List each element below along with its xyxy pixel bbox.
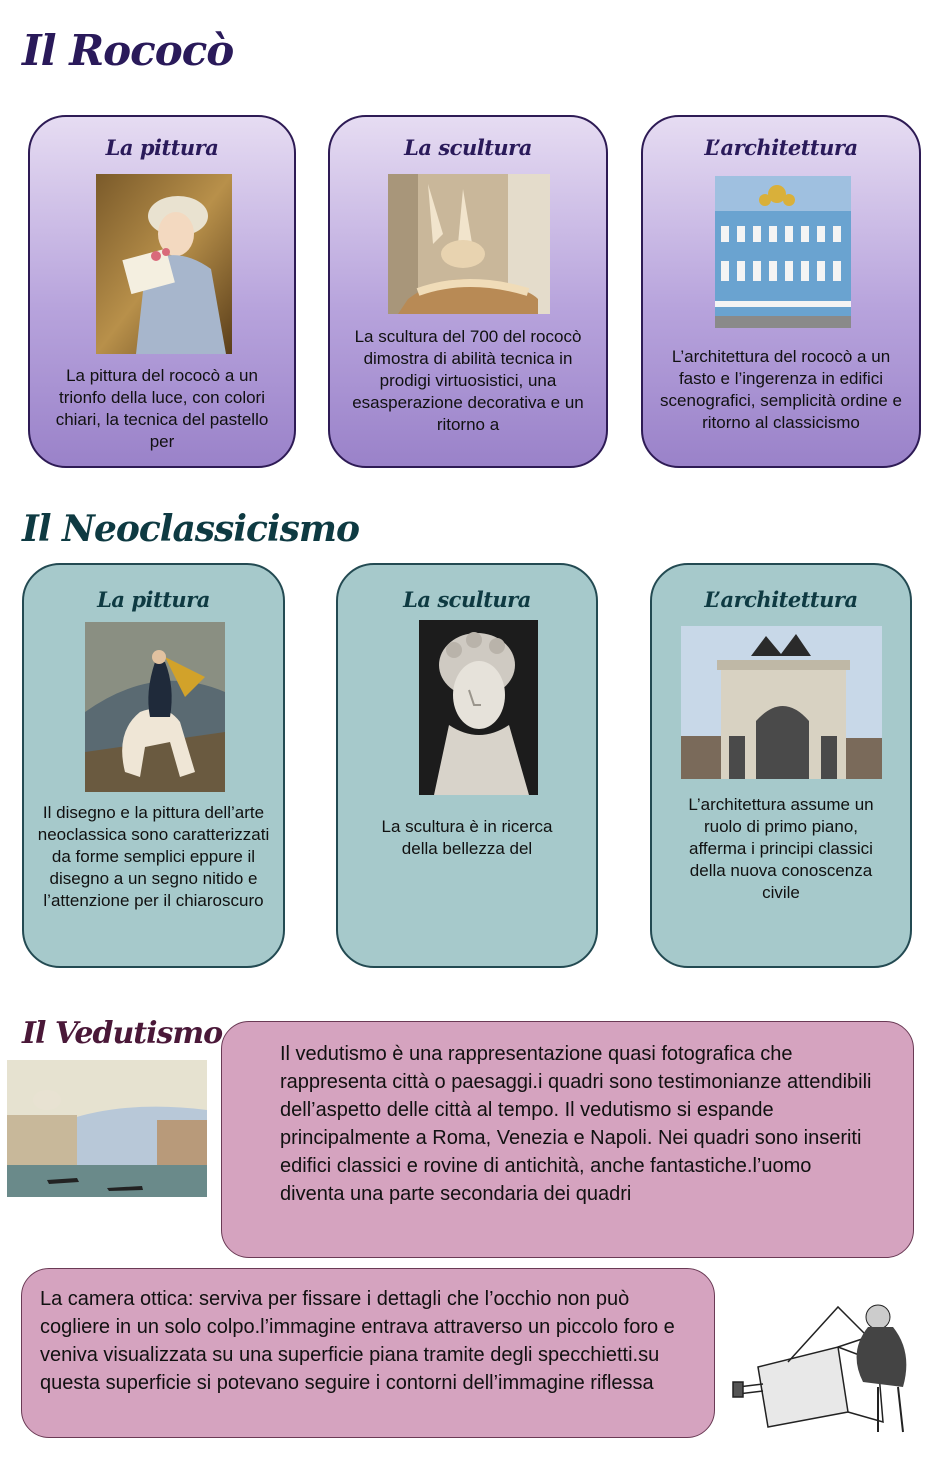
card-title: La pittura	[97, 587, 210, 612]
vedutismo-text: Il vedutismo è una rappresentazione quasi fotografica che rappresenta città o paesaggi.i quadri sono testimonianze attendibili dell’aspetto delle città al tempo. Il vedutismo si espande principalmente a Roma, Venezia e Napoli. Nei quadri sono inseriti edifici classici e rovine di antichità, anche fantastiche.l’uomo diventa una parte secondaria dei quadri	[280, 1043, 872, 1205]
neo-painting-image	[85, 622, 225, 792]
camera-ottica-text: La camera ottica: serviva per fissare i dettagli che l’occhio non può cogliere in un solo colpo.l’immagine entrava attraverso un piccolo foro e veniva visualizzata su una superficie piana tramite degli specchietti.su questa superficie si potevano seguire i contorni dell’immagine riflessa	[40, 1288, 675, 1394]
rococo-card-scultura	[328, 115, 608, 468]
card-text: La scultura è in ricerca della bellezza del	[381, 817, 553, 858]
rococo-architecture-image	[715, 176, 851, 328]
card-title: La scultura	[403, 587, 531, 612]
neo-card-pittura	[22, 563, 285, 968]
rococo-card-architettura	[641, 115, 921, 468]
neo-card-scultura	[336, 563, 598, 968]
card-title: L’architettura	[704, 587, 858, 612]
neo-architecture-image	[681, 626, 882, 779]
card-text: L’architettura assume un ruolo di primo piano, afferma i principi classici della nuova conoscenza civile	[688, 795, 874, 902]
camera-ottica-image	[728, 1292, 922, 1434]
vedutismo-image	[7, 1060, 207, 1197]
section-title-rococo: Il Rococò	[22, 26, 234, 75]
section-title-vedutismo: Il Vedutismo	[22, 1016, 223, 1051]
card-text: La scultura del 700 del rococò dimostra di abilità tecnica in prodigi virtuosistici, una esasperazione decorativa e un ritorno a	[352, 327, 584, 434]
card-title: L’architettura	[704, 135, 858, 160]
camera-ottica-box	[21, 1268, 715, 1438]
card-title: La scultura	[404, 135, 532, 160]
neo-sculpture-image	[419, 620, 538, 795]
card-text: Il disegno e la pittura dell’arte neoclassica sono caratterizzati da forme semplici eppure il disegno a un segno nitido e l’attenzione per il chiaroscuro	[37, 803, 270, 910]
rococo-card-pittura	[28, 115, 296, 468]
rococo-sculpture-image	[388, 174, 550, 314]
card-text: La pittura del rococò a un trionfo della luce, con colori chiari, la tecnica del pastello per	[55, 366, 269, 451]
rococo-painting-image	[96, 174, 232, 354]
neo-card-architettura	[650, 563, 912, 968]
section-title-neoclassicismo: Il Neoclassicismo	[22, 508, 359, 550]
card-title: La pittura	[105, 135, 219, 160]
card-text: L’architettura del rococò a un fasto e l’ingerenza in edifici scenografici, semplicità ordine e ritorno al classicismo	[660, 347, 902, 432]
vedutismo-description-box	[221, 1021, 914, 1258]
